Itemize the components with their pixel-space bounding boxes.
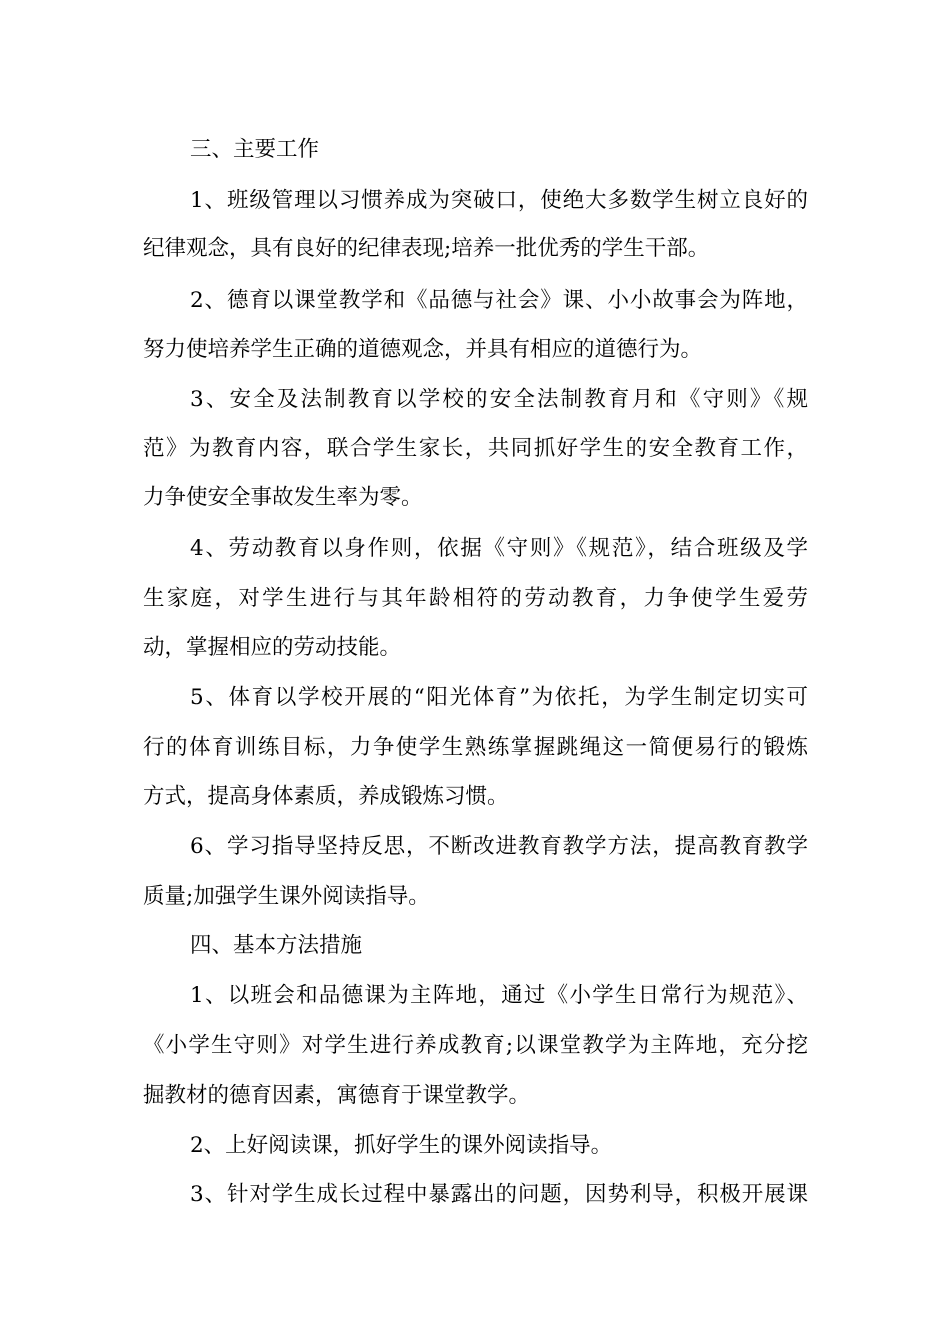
paragraph-line: 6、学习指导坚持反思，不断改进教育教学方法，提高教育教学 (190, 834, 808, 859)
paragraph-line: 1、班级管理以习惯养成为突破口，使绝大多数学生树立良好的 (190, 188, 808, 213)
paragraph-line: 努力使培养学生正确的道德观念，并具有相应的道德行为。 (143, 337, 703, 362)
section-heading-basic-methods: 四、基本方法措施 (190, 933, 363, 958)
paragraph-line: 方式，提高身体素质，养成锻炼习惯。 (143, 784, 509, 809)
paragraph-line: 《小学生守则》对学生进行养成教育;以课堂教学为主阵地，充分挖 (143, 1033, 808, 1058)
paragraph-line: 2、上好阅读课，抓好学生的课外阅读指导。 (190, 1133, 613, 1158)
paragraph-line: 力争使安全事故发生率为零。 (143, 485, 423, 510)
paragraph-line: 2、德育以课堂教学和《品德与社会》课、小小故事会为阵地， (190, 288, 808, 313)
paragraph-line: 生家庭，对学生进行与其年龄相符的劳动教育，力争使学生爱劳 (143, 586, 808, 611)
section-heading-main-work: 三、主要工作 (190, 137, 320, 162)
paragraph-line: 范》为教育内容，联合学生家长，共同抓好学生的安全教育工作， (143, 436, 808, 461)
paragraph-line: 4、劳动教育以身作则，依据《守则》《规范》，结合班级及学 (190, 536, 808, 561)
paragraph-line: 质量;加强学生课外阅读指导。 (143, 884, 430, 909)
paragraph-line: 5、体育以学校开展的“阳光体育”为依托，为学生制定切实可 (190, 685, 808, 710)
paragraph-line: 1、以班会和品德课为主阵地，通过《小学生日常行为规范》、 (190, 983, 808, 1008)
paragraph-line: 3、针对学生成长过程中暴露出的问题，因势利导，积极开展课 (190, 1182, 808, 1207)
paragraph-line: 纪律观念，具有良好的纪律表现;培养一批优秀的学生干部。 (143, 236, 710, 261)
paragraph-line: 行的体育训练目标，力争使学生熟练掌握跳绳这一简便易行的锻炼 (143, 735, 808, 760)
paragraph-line: 掘教材的德育因素，寓德育于课堂教学。 (143, 1083, 531, 1108)
paragraph-line: 动，掌握相应的劳动技能。 (143, 635, 402, 660)
paragraph-line: 3、安全及法制教育以学校的安全法制教育月和《守则》《规 (190, 387, 808, 412)
